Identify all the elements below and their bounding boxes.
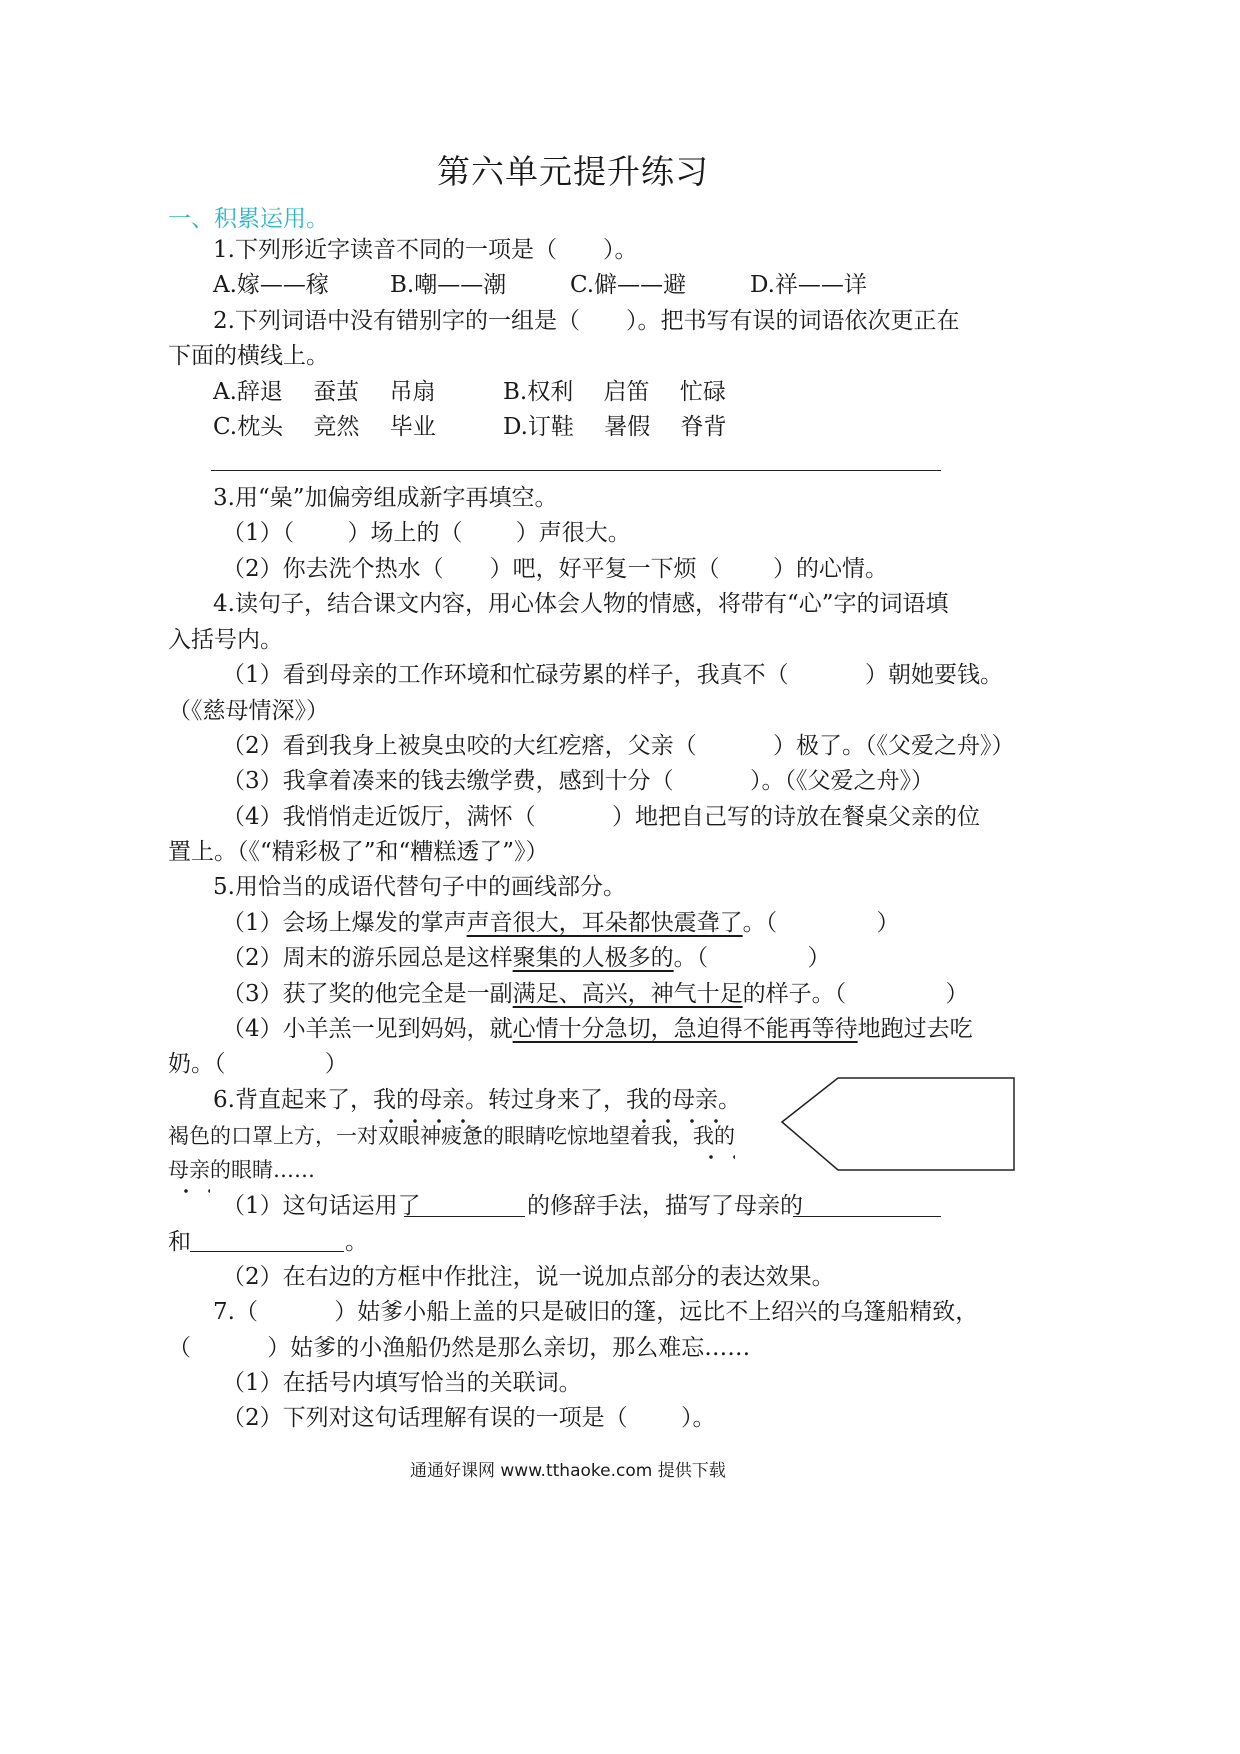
q5-stem: 5.用恰当的成语代替句子中的画线部分。 (213, 874, 626, 900)
q7-sub1: （1）在括号内填写恰当的关联词。 (222, 1370, 582, 1396)
q2-option-a: A.辞退 蚕茧 吊扇 (213, 379, 436, 405)
q5-sub4-text: （4）小羊羔一见到妈妈，就 (222, 1016, 513, 1042)
q6-sub1-d: 。 (345, 1229, 368, 1255)
q4-sub4-cont: 置上。（《“精彩极了”和“糟糕透了”》） (168, 839, 549, 865)
q4-sub3: （3）我拿着凑来的钱去缴学费，感到十分（ ）。（《父爱之舟》） (222, 768, 934, 794)
q4-stem-line2: 入括号内。 (168, 627, 283, 653)
q3-sub2: （2）你去洗个热水（ ）吧，好平复一下烦（ ）的心情。 (222, 556, 888, 582)
q4-sub2: （2）看到我身上被臭虫咬的大红疙瘩，父亲（ ）极了。（《父爱之舟》） (222, 733, 1015, 759)
q6-dotted-text-3: 我的 (693, 1124, 735, 1148)
q5-sub1-blank: 。（ ） (742, 910, 900, 936)
q1-option-b: B.嘲——潮 (390, 272, 507, 298)
q6-text-c: 。 (717, 1087, 741, 1113)
q6-passage-line3 (168, 1156, 315, 1184)
q1-option-d: D.祥——详 (750, 272, 867, 298)
q6-sub1-a: （1）这句话运用了 (222, 1193, 421, 1219)
annotation-box[interactable] (780, 1076, 1018, 1172)
q4-sub1-source: （《慈母情深》） (168, 698, 329, 724)
q5-sub4-cont: 奶。（ ） (168, 1051, 348, 1077)
q4-stem-line1: 4.读句子，结合课文内容，用心体会人物的情感，将带有“心”字的词语填 (213, 591, 949, 617)
q1-stem: 1.下列形近字读音不同的一项是（ ）。 (213, 237, 638, 263)
q6-blank-rhetoric[interactable] (404, 1216, 525, 1217)
q6-dotted-text-1: 我的母亲 (372, 1087, 465, 1113)
q6-passage-line2 (168, 1122, 735, 1150)
q7-line2: （ ）姑爹的小渔船仍然是那么亲切，那么难忘…… (168, 1335, 751, 1361)
q2-answer-line[interactable] (211, 470, 941, 471)
q5-sub2-blank: 。（ ） (673, 945, 831, 971)
q5-sub2 (222, 944, 830, 972)
q5-sub3 (222, 980, 968, 1008)
q1-option-c: C.僻——避 (570, 272, 687, 298)
q5-sub2-text: （2）周末的游乐园总是这样 (222, 945, 513, 971)
q5-sub4-underlined: 心情十分急切，急迫得不能再等待 (512, 1016, 858, 1042)
q7-sub2: （2）下列对这句话理解有误的一项是（ ）。 (222, 1405, 716, 1431)
q6-text-d: 褐色的口罩上方，一对双眼神疲惫的眼睛吃惊地望着我， (168, 1124, 693, 1148)
section-heading: 一、积累运用。 (168, 206, 329, 232)
q4-sub4: （4）我悄悄走近饭厅，满怀（ ）地把自己写的诗放在餐桌父亲的位 (222, 804, 980, 830)
q6-blank-description-1[interactable] (793, 1216, 941, 1217)
q6-sub1-c: 和 (168, 1229, 191, 1255)
q5-sub1-underlined: 声音很大，耳朵都快震聋了 (466, 910, 743, 936)
q6-text-a: 6.背直起来了， (213, 1087, 373, 1113)
q6-text-e: 的眼睛…… (210, 1158, 315, 1182)
q3-sub1: （1）（ ）场上的（ ）声很大。 (222, 520, 631, 546)
q7-line1: 7.（ ）姑爹小船上盖的只是破旧的篷，远比不上绍兴的乌篷船精致， (213, 1299, 979, 1325)
q6-text-b: 。转过身来了， (464, 1087, 626, 1113)
page-title: 第六单元提升练习 (437, 152, 709, 191)
footer-text: 通通好课网 www.tthaoke.com 提供下载 (410, 1461, 726, 1481)
q2-option-b: B.权利 启笛 忙碌 (503, 379, 726, 405)
q6-dotted-text-4: 母亲 (168, 1158, 210, 1182)
q1-option-a: A.嫁——稼 (213, 272, 329, 298)
q2-stem-line1: 2.下列词语中没有错别字的一组是（ ）。把书写有误的词语依次更正在 (213, 308, 960, 334)
q6-passage-line1 (213, 1086, 741, 1114)
q5-sub3-text: （3）获了奖的他完全是一副 (222, 981, 513, 1007)
q6-blank-description-2[interactable] (190, 1251, 344, 1252)
q5-sub2-underlined: 聚集的人极多的 (512, 945, 674, 971)
q2-option-d: D.订鞋 暑假 脊背 (503, 414, 727, 440)
q4-sub1: （1）看到母亲的工作环境和忙碌劳累的样子，我真不（ ）朝她要钱。 (222, 662, 1003, 688)
q5-sub3-underlined: 满足、高兴，神气十足 (512, 981, 743, 1007)
q6-sub2: （2）在右边的方框中作批注，说一说加点部分的表达效果。 (222, 1264, 835, 1290)
q5-sub4 (222, 1015, 973, 1043)
q5-sub1 (222, 909, 899, 937)
q5-sub1-text: （1）会场上爆发的掌声 (222, 910, 467, 936)
q5-sub3-blank: 的样子。（ ） (742, 981, 969, 1007)
q6-sub1-b: 的修辞手法，描写了母亲的 (527, 1193, 803, 1219)
q5-sub4-tail: 地跑过去吃 (857, 1016, 973, 1042)
q2-option-c: C.枕头 竞然 毕业 (213, 414, 436, 440)
q2-stem-line2: 下面的横线上。 (168, 343, 329, 369)
annotation-box-outline (782, 1078, 1014, 1170)
q6-dotted-text-2: 我的母亲 (625, 1087, 718, 1113)
q3-stem: 3.用“喿”加偏旁组成新字再填空。 (213, 485, 558, 511)
